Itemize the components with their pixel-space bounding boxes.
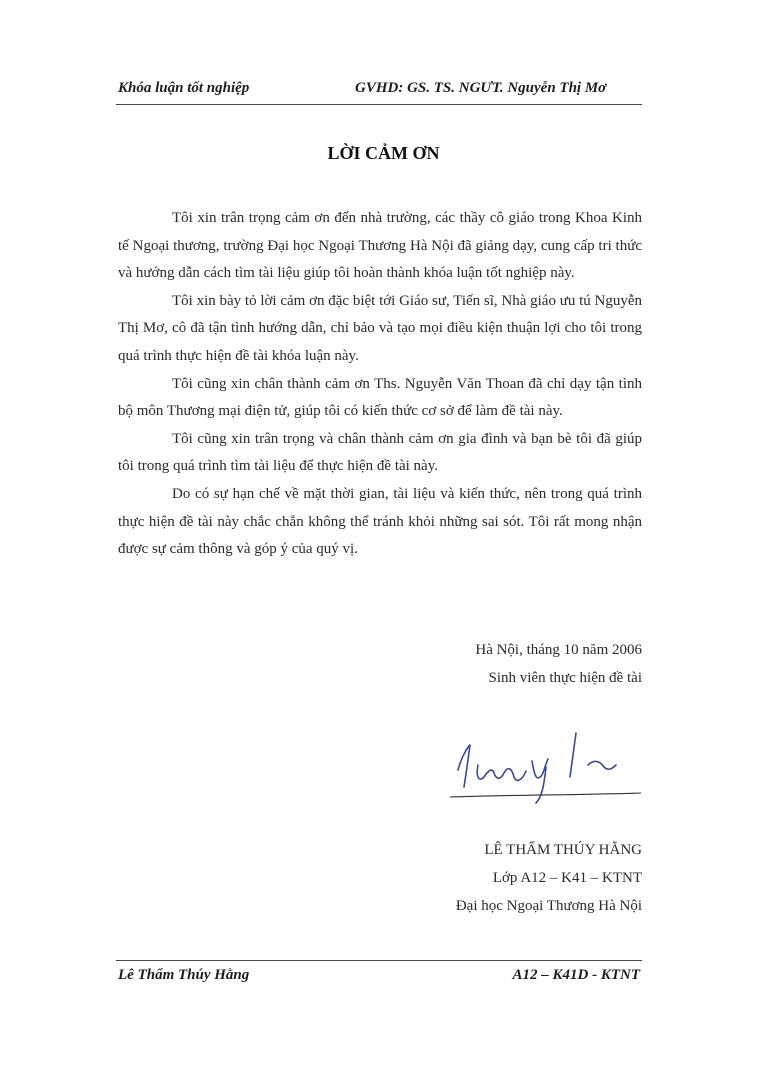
paragraph: Tôi cũng xin trân trọng và chân thành cảm ơn gia đình và bạn bè tôi đã giúp tôi trong quá trình tìm tài liệu để thực hiện đề tài này. [118,430,642,475]
signer-university: Đại học Ngoại Thương Hà Nội [455,898,642,914]
footer-rule [116,960,642,961]
header-left-text: Khóa luận tốt nghiệp [118,80,250,96]
header-right-text: GVHD: GS. TS. NGƯT. Nguyễn Thị Mơ [355,80,607,96]
signer-class: Lớp A12 – K41 – KTNT [492,870,642,886]
footer-right-text: A12 – K41D - KTNT [512,967,640,983]
paragraph: Tôi cũng xin chân thành cảm ơn Ths. Nguyễn Văn Thoan đã chỉ dạy tận tình bộ môn Thương mại điện tử, giúp tôi có kiến thức cơ sở để làm đề tài này. [118,375,642,420]
header-rule [116,104,642,105]
acknowledgement-body [118,205,642,564]
handwritten-signature [448,725,643,805]
signer-name: LÊ THẨM THÚY HẰNG [484,842,642,858]
page-title: LỜI CẢM ƠN [327,143,440,163]
footer-left-text: Lê Thẩm Thúy Hằng [118,967,250,983]
paragraph: Do có sự hạn chế về mặt thời gian, tài liệu và kiến thức, nên trong quá trình thực hiện đề tài này chắc chắn không thể tránh khỏi những sai sót. Tôi rất mong nhận được sự cảm thông và góp ý của quý vị. [118,485,642,558]
paragraph: Tôi xin bày tỏ lời cảm ơn đặc biệt tới Giáo sư, Tiến sĩ, Nhà giáo ưu tú Nguyễn Thị Mơ, cô đã tận tình hướng dẫn, chỉ bảo và tạo mọi điều kiện thuận lợi cho tôi trong quá trình thực hiện đề tài khóa luận này. [118,292,643,364]
place-date: Hà Nội, tháng 10 năm 2006 [475,642,642,658]
signer-role: Sinh viên thực hiện đề tài [488,670,642,686]
paragraph: Tôi xin trân trọng cảm ơn đến nhà trường, các thầy cô giáo trong Khoa Kinh tế Ngoại thương, trường Đại học Ngoại Thương Hà Nội đã giảng dạy, cung cấp tri thức và hướng dẫn cách tìm tài liệu giúp tôi hoàn thành khóa luận tốt nghiệp này. [118,210,642,282]
